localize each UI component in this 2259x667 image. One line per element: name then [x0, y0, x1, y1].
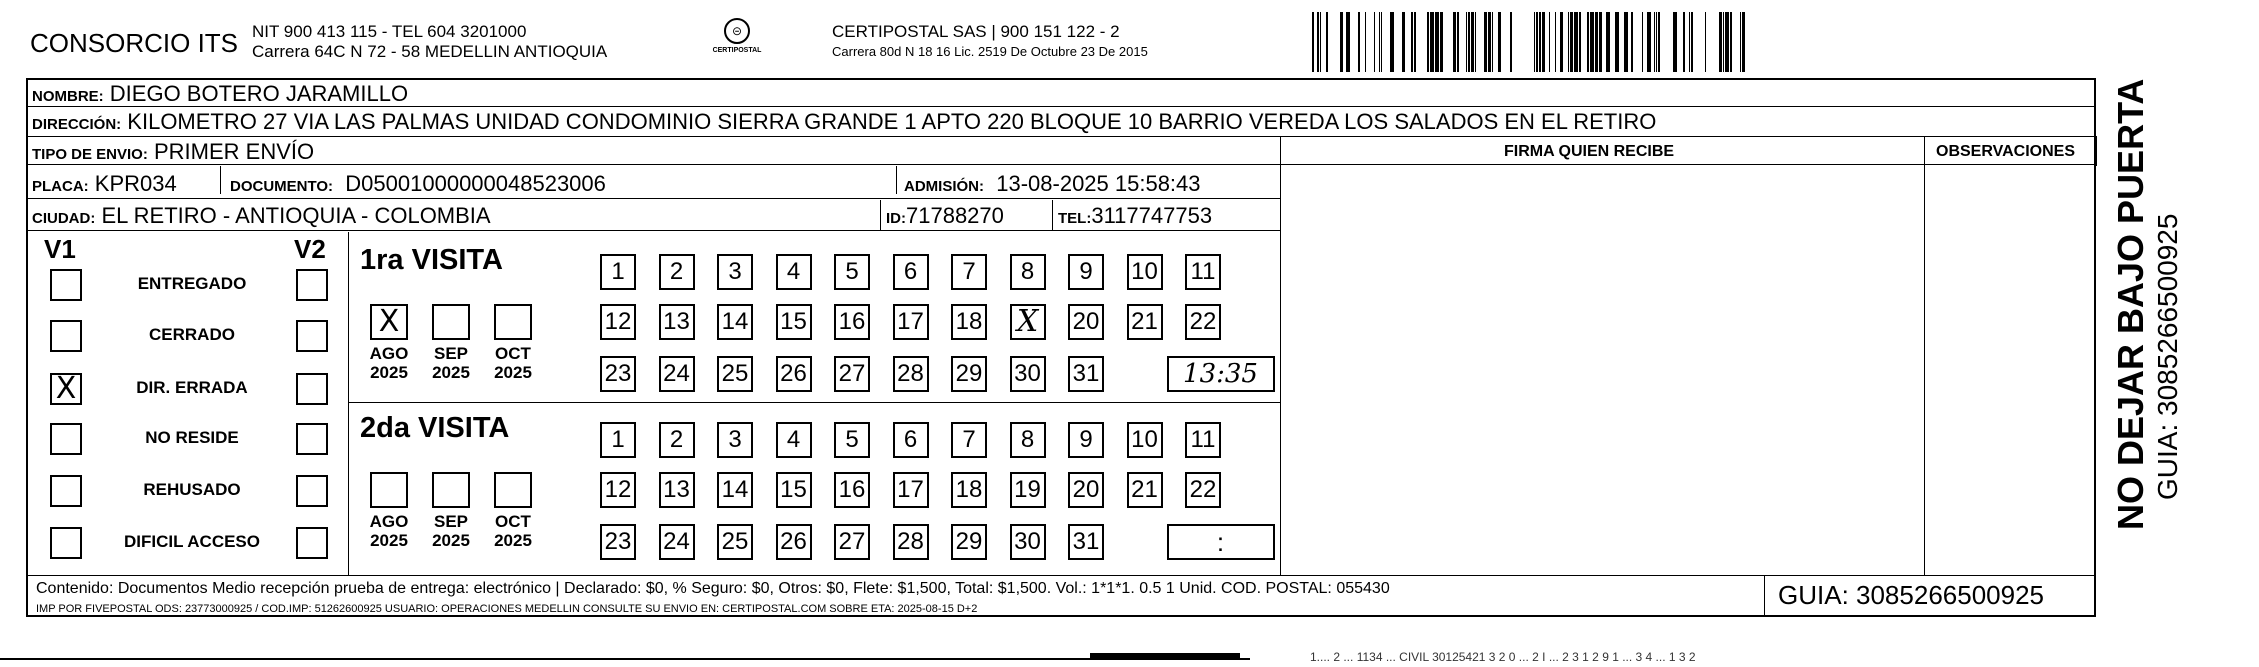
month-year: 2025 [432, 363, 470, 382]
day-box[interactable]: 15 [776, 304, 812, 340]
day-box[interactable]: 14 [717, 472, 753, 508]
company-name: CONSORCIO ITS [30, 28, 239, 58]
day-box[interactable]: 24 [659, 356, 695, 392]
v1-checkbox[interactable] [50, 475, 82, 507]
imp-line: IMP POR FIVEPOSTAL ODS: 23773000925 / COD.IMP: 51262600925 USUARIO: OPERACIONES MEDELLIN CONSULTE SU ENVIO EN: CERTIPOSTAL.COM SOBRE ETA: 2025-08-15 D+2 [36, 603, 978, 615]
month-year: 2025 [370, 531, 408, 550]
direccion-label: DIRECCIÓN: [32, 116, 122, 133]
day-box[interactable]: 4 [776, 422, 812, 458]
day-box[interactable]: 8 [1010, 422, 1046, 458]
time-box[interactable]: 13:35 [1167, 356, 1275, 392]
placa-value: KPR034 [94, 171, 177, 196]
logo-text: CERTIPOSTAL [712, 47, 762, 54]
barcode [1312, 12, 1748, 72]
day-box[interactable]: 23 [600, 356, 636, 392]
v2-checkbox[interactable] [296, 269, 328, 301]
month-name: SEP [433, 344, 469, 363]
guia-number: GUIA: 3085266500925 [1778, 580, 2044, 610]
day-box[interactable]: 27 [834, 356, 870, 392]
contenido-line: Contenido: Documentos Medio recepción prueba de entrega: electrónico | Declarado: $0, % Seguro: $0, Otros: $0, Flete: $1,500, Total: $1,500. Vol.: 1*1*1. 0.5 1 Unid. COD. POSTAL: 055430 [36, 580, 1390, 597]
month-checkbox[interactable] [370, 472, 408, 508]
day-box[interactable]: 22 [1185, 304, 1221, 340]
certipostal-logo [712, 18, 762, 62]
nombre-label: NOMBRE: [32, 88, 104, 105]
day-box[interactable]: 16 [834, 472, 870, 508]
day-box[interactable]: 29 [951, 356, 987, 392]
day-box[interactable]: 7 [951, 254, 987, 290]
admision-cell [904, 171, 1201, 197]
guide-frame [26, 78, 2096, 617]
direccion-value: KILOMETRO 27 VIA LAS PALMAS UNIDAD CONDOMINIO SIERRA GRANDE 1 APTO 220 BLOQUE 10 BARRIO VEREDA LOS SALADOS EN EL RETIRO [127, 109, 1657, 134]
v2-checkbox[interactable] [296, 320, 328, 352]
day-box[interactable]: 11 [1185, 254, 1221, 290]
day-box[interactable]: 5 [834, 422, 870, 458]
side-warning [2110, 79, 2184, 530]
ciudad-label: CIUDAD: [32, 210, 96, 227]
day-box[interactable]: 26 [776, 356, 812, 392]
v2-checkbox[interactable] [296, 475, 328, 507]
month-name: OCT [495, 344, 531, 363]
month-checkbox[interactable] [432, 304, 470, 340]
day-box[interactable]: 28 [893, 356, 929, 392]
v1-checkbox[interactable] [50, 527, 82, 559]
bottom-fragment: 1.... 2 ... 1134 ... CIVIL 30125421 3 2 0 ... 2 I ... 2 3 1 2 9 1 ... 3 4 ... 1 3 2 [1310, 650, 1696, 664]
certi-line1: CERTIPOSTAL SAS | 900 151 122 - 2 [832, 22, 1120, 41]
certi-line2: Carrera 80d N 18 16 Lic. 2519 De Octubre 23 De 2015 [832, 44, 1148, 59]
day-box[interactable]: 23 [600, 524, 636, 560]
address-line: Carrera 64C N 72 - 58 MEDELLIN ANTIOQUIA [252, 42, 608, 61]
day-box[interactable]: X [1010, 304, 1046, 340]
time-box[interactable]: : [1167, 524, 1275, 560]
day-box[interactable]: 5 [834, 254, 870, 290]
tipo-envio-row [32, 139, 314, 165]
id-value: 71788270 [906, 203, 1004, 228]
tel-label: TEL: [1058, 210, 1092, 227]
day-box[interactable]: 30 [1010, 356, 1046, 392]
day-box[interactable]: 6 [893, 254, 929, 290]
no-dejar-bajo-puerta: NO DEJAR BAJO PUERTA [2110, 78, 2151, 530]
day-box[interactable]: 2 [659, 422, 695, 458]
v1-checkbox[interactable] [50, 269, 82, 301]
direccion-row [32, 109, 1656, 135]
day-box[interactable]: 26 [776, 524, 812, 560]
month-label [483, 512, 543, 550]
v1-checkbox[interactable] [50, 423, 82, 455]
day-box[interactable]: 13 [659, 304, 695, 340]
day-box[interactable]: 28 [893, 524, 929, 560]
v2-checkbox[interactable] [296, 373, 328, 405]
v1-header: V1 [44, 234, 76, 264]
certipostal-info [832, 22, 1148, 62]
v1-checkbox[interactable] [50, 320, 82, 352]
day-box[interactable]: 9 [1068, 254, 1104, 290]
day-box[interactable]: 21 [1127, 304, 1163, 340]
status-label: DIR. ERRADA [136, 378, 248, 397]
visit2-title: 2da VISITA [360, 412, 510, 444]
tel-cell [1058, 203, 1212, 229]
day-box[interactable]: 20 [1068, 472, 1104, 508]
day-box[interactable]: 18 [951, 472, 987, 508]
admision-value: 13-08-2025 15:58:43 [996, 171, 1201, 196]
day-box[interactable]: 8 [1010, 254, 1046, 290]
month-label [359, 512, 419, 550]
day-box[interactable]: 4 [776, 254, 812, 290]
day-box[interactable]: 27 [834, 524, 870, 560]
day-box[interactable]: 24 [659, 524, 695, 560]
day-box[interactable]: 1 [600, 254, 636, 290]
day-box[interactable]: 14 [717, 304, 753, 340]
status-label: CERRADO [149, 325, 235, 344]
month-name: OCT [495, 512, 531, 531]
month-label [421, 512, 481, 550]
day-box[interactable]: 20 [1068, 304, 1104, 340]
nombre-row [32, 81, 408, 107]
documento-label: DOCUMENTO: [230, 178, 334, 195]
day-box[interactable]: 29 [951, 524, 987, 560]
day-box[interactable]: 15 [776, 472, 812, 508]
month-checkbox[interactable] [432, 472, 470, 508]
firma-label: FIRMA QUIEN RECIBE [1504, 143, 1675, 160]
status-label: DIFICIL ACCESO [123, 532, 260, 551]
month-year: 2025 [370, 363, 408, 382]
day-box[interactable]: 9 [1068, 422, 1104, 458]
nombre-value: DIEGO BOTERO JARAMILLO [109, 81, 409, 106]
tipo-value: PRIMER ENVÍO [153, 139, 315, 164]
status-label: REHUSADO [143, 480, 241, 499]
day-box[interactable]: 31 [1068, 524, 1104, 560]
month-name: SEP [433, 512, 469, 531]
day-box[interactable]: 10 [1127, 254, 1163, 290]
month-checkbox[interactable] [494, 304, 532, 340]
day-box[interactable]: 30 [1010, 524, 1046, 560]
ciudad-value: EL RETIRO - ANTIOQUIA - COLOMBIA [101, 203, 491, 228]
v2-header: V2 [294, 234, 326, 264]
v2-checkbox[interactable] [296, 423, 328, 455]
month-name: AGO [369, 512, 409, 531]
day-box[interactable]: 11 [1185, 422, 1221, 458]
day-box[interactable]: 25 [717, 356, 753, 392]
day-box[interactable]: 16 [834, 304, 870, 340]
day-box[interactable]: 17 [893, 304, 929, 340]
day-box[interactable]: 25 [717, 524, 753, 560]
status-label: ENTREGADO [137, 274, 247, 293]
month-label [359, 344, 419, 382]
month-label [483, 344, 543, 382]
month-name: AGO [369, 344, 409, 363]
id-label: ID: [886, 210, 906, 227]
day-box[interactable]: 7 [951, 422, 987, 458]
day-box[interactable]: 3 [717, 254, 753, 290]
placa-cell [32, 171, 177, 197]
cut-mark [1090, 653, 1240, 659]
month-year: 2025 [432, 531, 470, 550]
day-box[interactable]: 10 [1127, 422, 1163, 458]
nit-line: NIT 900 413 115 - TEL 604 3201000 [252, 22, 527, 41]
day-box[interactable]: 12 [600, 304, 636, 340]
day-box[interactable]: 19 [1010, 472, 1046, 508]
day-box[interactable]: 17 [893, 472, 929, 508]
month-label [421, 344, 481, 382]
day-box[interactable]: 22 [1185, 472, 1221, 508]
day-box[interactable]: 2 [659, 254, 695, 290]
tipo-label: TIPO DE ENVIO: [32, 146, 148, 163]
month-checkbox[interactable] [494, 472, 532, 508]
cut-line [0, 658, 1250, 660]
id-cell [886, 203, 1004, 229]
placa-label: PLACA: [32, 178, 89, 195]
day-box[interactable]: 13 [659, 472, 695, 508]
day-box[interactable]: 18 [951, 304, 987, 340]
day-box[interactable]: 21 [1127, 472, 1163, 508]
day-box[interactable]: 3 [717, 422, 753, 458]
day-box[interactable]: 1 [600, 422, 636, 458]
observaciones-label: OBSERVACIONES [1936, 143, 2075, 160]
v2-checkbox[interactable] [296, 527, 328, 559]
side-guia: GUIA: 3085266500925 [2152, 213, 2183, 500]
admision-label: ADMISIÓN: [904, 178, 984, 195]
documento-cell [230, 171, 606, 197]
tel-value: 3117747753 [1091, 203, 1213, 228]
day-box[interactable]: 12 [600, 472, 636, 508]
day-box[interactable]: 6 [893, 422, 929, 458]
month-year: 2025 [494, 363, 532, 382]
visit1-title: 1ra VISITA [360, 244, 503, 276]
documento-value: D05001000000048523006 [345, 171, 606, 196]
company-info [252, 22, 607, 62]
month-checkbox[interactable]: X [370, 304, 408, 340]
ciudad-cell [32, 203, 491, 229]
day-box[interactable]: 31 [1068, 356, 1104, 392]
v1-checkbox[interactable]: X [50, 373, 82, 405]
logo-mark-icon: ⊝ [724, 18, 750, 44]
month-year: 2025 [494, 531, 532, 550]
status-label: NO RESIDE [145, 428, 239, 447]
